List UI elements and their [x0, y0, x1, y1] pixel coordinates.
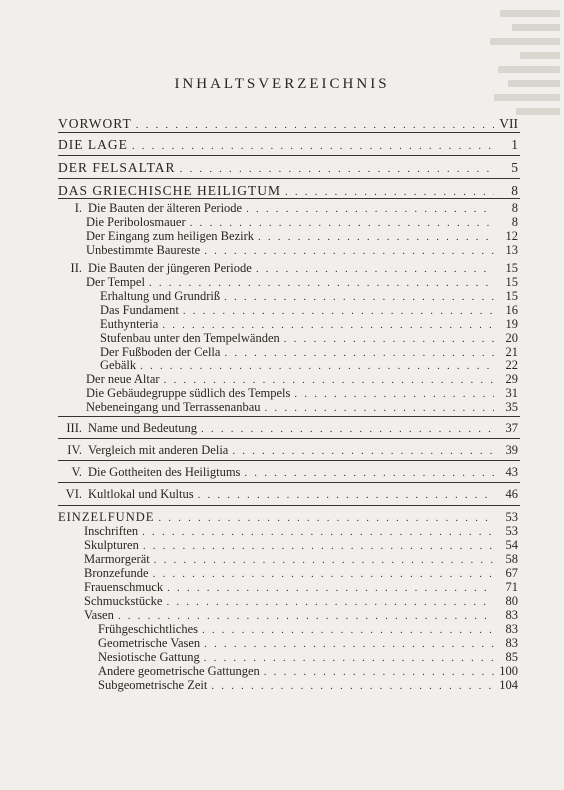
toc-entry-page: 71 — [505, 580, 518, 594]
toc-entry — [86, 275, 518, 290]
toc-entry — [64, 201, 518, 216]
toc-entry — [56, 443, 518, 458]
toc-entry-page: 46 — [505, 487, 518, 501]
section-divider — [58, 132, 520, 133]
toc-entry-page: 19 — [505, 317, 518, 331]
dot-leader — [183, 305, 494, 317]
toc-entry-number: VI. — [65, 487, 82, 501]
toc-entry-label: Marmorgerät — [84, 552, 150, 566]
toc-entry — [86, 386, 518, 401]
dot-leader — [285, 186, 494, 198]
toc-entry — [58, 160, 518, 176]
toc-entry-label: Das Fundament — [100, 303, 179, 317]
toc-entry-page: 15 — [505, 289, 518, 303]
toc-entry-label: EINZELFUNDE — [58, 510, 155, 524]
toc-entry-page: 15 — [505, 261, 518, 275]
toc-entry-label: Die Peribolosmauer — [86, 215, 186, 229]
toc-entry-page: 31 — [505, 386, 518, 400]
dot-leader — [211, 680, 494, 692]
toc-entry-label: Euthynteria — [100, 317, 159, 331]
toc-entry-page: 8 — [511, 183, 518, 198]
dot-leader — [204, 652, 494, 664]
toc-entry-label: Andere geometrische Gattungen — [98, 664, 260, 678]
toc-entry-page: 29 — [505, 372, 518, 386]
toc-entry-page: 15 — [505, 275, 518, 289]
toc-entry-page: 54 — [505, 538, 518, 552]
section-divider — [58, 482, 520, 483]
toc-entry-label: Nesiotische Gattung — [98, 650, 200, 664]
toc-entry — [100, 289, 518, 304]
dot-leader — [132, 140, 494, 152]
toc-entry-page: 22 — [505, 358, 518, 372]
dot-leader — [201, 423, 494, 435]
dot-leader — [246, 203, 494, 215]
dot-leader — [224, 291, 494, 303]
toc-entry-label: Der Fußboden der Cella — [100, 345, 221, 359]
toc-entry — [84, 538, 518, 553]
toc-entry-label: Frühgeschichtliches — [98, 622, 198, 636]
dot-leader — [265, 402, 494, 414]
dot-leader — [264, 666, 494, 678]
section-divider — [58, 416, 520, 417]
toc-entry-page: 58 — [505, 552, 518, 566]
toc-entry-label: Die Gebäudegruppe südlich des Tempels — [86, 386, 291, 400]
toc-entry-label: DIE LAGE — [58, 137, 128, 152]
toc-entry-number: I. — [74, 201, 82, 215]
dot-leader — [204, 245, 494, 257]
dot-leader — [294, 388, 494, 400]
toc-entry — [56, 421, 518, 436]
toc-entry — [60, 261, 518, 276]
toc-entry-label: Geometrische Vasen — [98, 636, 201, 650]
dot-leader — [118, 610, 494, 622]
toc-entry — [86, 400, 518, 415]
dot-leader — [149, 277, 494, 289]
toc-entry-page: 12 — [505, 229, 518, 243]
dot-leader — [284, 333, 494, 345]
toc-entry-page: 21 — [505, 345, 518, 359]
toc-entry — [58, 510, 518, 525]
toc-entry — [56, 487, 518, 502]
toc-entry — [58, 183, 518, 199]
toc-entry-label: Der neue Altar — [86, 372, 160, 386]
toc-entry-number: IV. — [67, 443, 82, 457]
toc-entry-label: Subgeometrische Zeit — [98, 678, 208, 692]
toc-entry-label: Der Eingang zum heiligen Bezirk — [86, 229, 254, 243]
toc-entry-label: Der Tempel — [86, 275, 145, 289]
section-divider — [58, 438, 520, 439]
dot-leader — [167, 582, 494, 594]
toc-entry-page: 8 — [511, 215, 518, 229]
dot-leader — [204, 638, 494, 650]
toc-entry-page: 83 — [505, 608, 518, 622]
section-divider — [58, 178, 520, 179]
toc-entry-label: VORWORT — [58, 116, 132, 131]
toc-entry-label: DAS GRIECHISCHE HEILIGTUM — [58, 183, 281, 198]
toc-entry — [58, 116, 518, 132]
toc-entry-number: V. — [71, 465, 82, 479]
toc-entry — [86, 215, 518, 230]
toc-entry — [100, 358, 518, 373]
toc-entry-label: Die Bauten der jüngeren Periode — [88, 261, 252, 275]
toc-entry-label: Frauenschmuck — [84, 580, 164, 594]
dot-leader — [244, 467, 494, 479]
toc-entry — [98, 622, 518, 637]
toc-entry-label: Bronzefunde — [84, 566, 149, 580]
toc-entry-page: 80 — [505, 594, 518, 608]
toc-entry-label: Schmuckstücke — [84, 594, 163, 608]
section-divider — [58, 198, 520, 199]
toc-entry — [84, 594, 518, 609]
toc-entry-page: 37 — [505, 421, 518, 435]
toc-entry — [98, 664, 518, 679]
toc-entry-page: 85 — [505, 650, 518, 664]
toc-entry — [100, 317, 518, 332]
dot-leader — [190, 217, 494, 229]
dot-leader — [166, 596, 494, 608]
toc-entry — [84, 566, 518, 581]
dot-leader — [180, 163, 494, 175]
toc-entry-page: 1 — [511, 137, 518, 152]
toc-entry — [86, 243, 518, 258]
toc-entry-page: 20 — [505, 331, 518, 345]
toc-entry-page: 39 — [505, 443, 518, 457]
toc-entry — [56, 465, 518, 480]
dot-leader — [202, 624, 494, 636]
toc-entry-page: 53 — [505, 510, 518, 524]
toc-entry — [98, 636, 518, 651]
section-divider — [58, 505, 520, 506]
toc-entry-page: 43 — [505, 465, 518, 479]
toc-entry-label: Skulpturen — [84, 538, 139, 552]
dot-leader — [258, 231, 494, 243]
toc-entry-page: 5 — [511, 160, 518, 175]
toc-entry-label: Kultlokal und Kultus — [88, 487, 194, 501]
dot-leader — [153, 568, 494, 580]
page-title: INHALTSVERZEICHNIS — [174, 76, 390, 92]
dot-leader — [158, 512, 494, 524]
toc-entry — [58, 137, 518, 153]
toc-entry-label: Inschriften — [84, 524, 139, 538]
toc-entry-page: 83 — [505, 622, 518, 636]
toc-entry-label: Vasen — [84, 608, 114, 622]
toc-entry-label: Die Bauten der älteren Periode — [88, 201, 243, 215]
toc-entry — [84, 608, 518, 623]
toc-entry-page: 16 — [505, 303, 518, 317]
toc-entry-label: Gebälk — [100, 358, 137, 372]
toc-entry — [98, 678, 518, 693]
toc-entry — [84, 524, 518, 539]
toc-entry-page: 100 — [499, 664, 518, 678]
toc-entry-page: VII — [499, 116, 518, 131]
dot-leader — [162, 319, 494, 331]
dot-leader — [232, 445, 494, 457]
toc-entry-label: Stufenbau unter den Tempelwänden — [100, 331, 280, 345]
dot-leader — [140, 360, 494, 372]
toc-entry — [84, 580, 518, 595]
dot-leader — [256, 263, 494, 275]
toc-entry-number: II. — [70, 261, 82, 275]
toc-entry — [100, 331, 518, 346]
toc-entry-label: Name und Bedeutung — [88, 421, 198, 435]
toc-entry-label: Unbestimmte Baureste — [86, 243, 201, 257]
section-divider — [58, 155, 520, 156]
toc-entry — [84, 552, 518, 567]
toc-entry-page: 8 — [511, 201, 518, 215]
dot-leader — [198, 489, 494, 501]
section-divider — [58, 460, 520, 461]
toc-entry-page: 35 — [505, 400, 518, 414]
toc-entry-page: 104 — [499, 678, 518, 692]
toc-entry-page: 67 — [505, 566, 518, 580]
toc-entry-label: Vergleich mit anderen Delia — [88, 443, 229, 457]
dot-leader — [142, 526, 494, 538]
toc-entry — [86, 372, 518, 387]
toc-entry-label: Erhaltung und Grundriß — [100, 289, 221, 303]
toc-entry-label: DER FELSALTAR — [58, 160, 176, 175]
dot-leader — [143, 540, 494, 552]
dot-leader — [164, 374, 494, 386]
toc-entry — [86, 229, 518, 244]
toc-entry-page: 13 — [505, 243, 518, 257]
dot-leader — [136, 119, 494, 131]
toc-entry-page: 53 — [505, 524, 518, 538]
toc-entry-page: 83 — [505, 636, 518, 650]
dot-leader — [154, 554, 494, 566]
toc-entry-number: III. — [66, 421, 82, 435]
toc-entry-label: Nebeneingang und Terrassenanbau — [86, 400, 261, 414]
toc-entry-label: Die Gottheiten des Heiligtums — [88, 465, 241, 479]
toc-entry — [100, 303, 518, 318]
toc-entry — [98, 650, 518, 665]
